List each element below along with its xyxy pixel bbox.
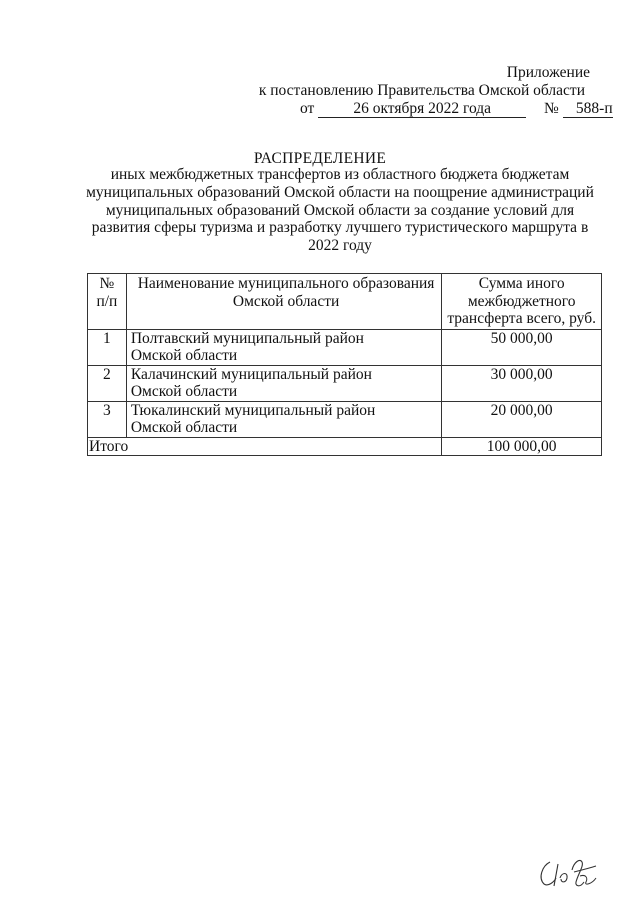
header-num-line: п/п — [96, 292, 118, 310]
table-total-row — [88, 437, 602, 456]
row-sum: 50 000,00 — [442, 329, 602, 365]
row-name-line: Полтавский муниципальный район — [130, 329, 364, 347]
table-header-row — [88, 274, 602, 330]
header-name-line: Наименование муниципального образования — [137, 275, 435, 292]
header-sum-line: трансферта всего, руб. — [447, 310, 596, 327]
header-num — [88, 274, 127, 330]
from-label: от — [300, 100, 315, 117]
resolution-reference: к постановлению Правительства Омской области — [258, 82, 585, 99]
document-title: РАСПРЕДЕЛЕНИЕ — [253, 150, 387, 167]
appendix-label: Приложение — [506, 64, 590, 81]
subtitle-line: 2022 году — [308, 237, 372, 255]
subtitle-line: муниципальных образований Омской области за создание условий для — [105, 201, 575, 219]
row-name-line: Калачинский муниципальный район — [130, 365, 372, 383]
row-name-line: Тюкалинский муниципальный район — [130, 401, 376, 419]
subtitle-line: муниципальных образований Омской области на поощрение администраций — [86, 183, 594, 201]
number-label: № — [543, 100, 559, 117]
distribution-table — [87, 273, 602, 456]
header-name-line: Омской области — [232, 292, 340, 310]
row-name-line: Омской области — [130, 383, 238, 400]
row-name-line: Омской области — [130, 419, 238, 436]
header-sum — [442, 274, 602, 330]
row-name — [126, 401, 442, 437]
total-label: Итого — [88, 437, 442, 456]
row-sum: 30 000,00 — [442, 365, 602, 401]
subtitle-line: развития сферы туризма и разработку лучшего туристического маршрута в — [91, 219, 589, 237]
row-name — [126, 329, 442, 365]
document-subtitle — [80, 166, 600, 255]
resolution-date: 26 октября 2022 года — [318, 101, 526, 118]
table-row — [88, 365, 602, 401]
row-num: 1 — [88, 329, 127, 365]
table-row — [88, 329, 602, 365]
resolution-number: 588-п — [563, 101, 613, 118]
subtitle-line: иных межбюджетных трансфертов из областного бюджета бюджетам — [110, 166, 570, 183]
row-num: 3 — [88, 401, 127, 437]
handwritten-signature — [536, 852, 600, 892]
table-row — [88, 401, 602, 437]
header-sum-line: межбюджетного — [467, 292, 576, 310]
resolution-date-line — [300, 100, 613, 118]
row-num: 2 — [88, 365, 127, 401]
header-sum-line: Сумма иного — [478, 275, 565, 292]
row-name — [126, 365, 442, 401]
header-num-line: № — [99, 275, 115, 292]
row-name-line: Омской области — [130, 347, 238, 364]
total-sum: 100 000,00 — [442, 437, 602, 456]
header-name — [126, 274, 442, 330]
row-sum: 20 000,00 — [442, 401, 602, 437]
